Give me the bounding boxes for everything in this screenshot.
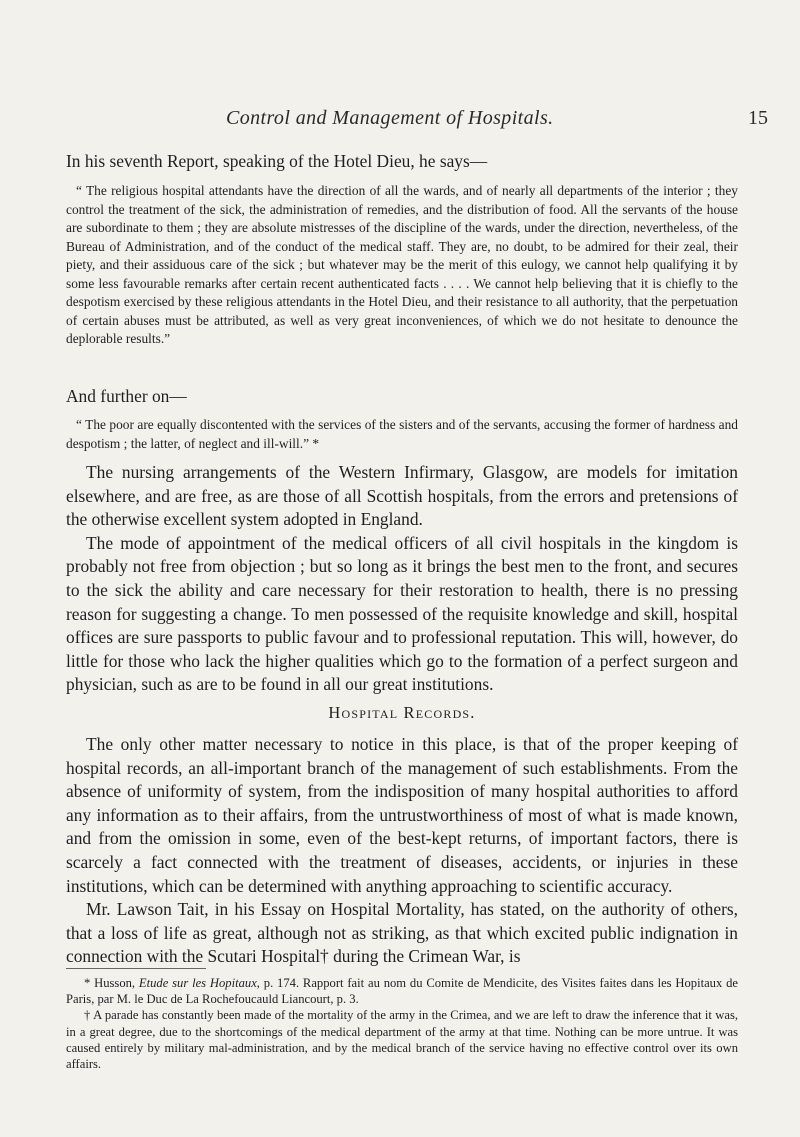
- page-header: [0, 107, 800, 139]
- footnotes: [66, 975, 738, 1072]
- appointment-paragraph: The mode of appointment of the medical officers of all civil hospitals in the kingdom is probably not free from objection ; but so long as it brings the best men to the front, and secures to the sick the ability and care necessary for their restoration to health, there is no pressing reason for suggesting a change. To men possessed of the requisite knowledge and skill, hospital offices are sure passports to public favour and to professional reputation. This will, however, do little for those who lack the higher qualities which go to the formation of a perfect surgeon and physician, such as are to be found in all our great institutions.: [66, 532, 738, 695]
- footnote-1-text: , p. 174. Rapport fait au nom du Comite de Mendicite, des Visites faites dans les Hopitaux de Paris, par M. le Duc de La Rochefoucauld Liancourt, p. 3.: [66, 976, 738, 1007]
- running-title: Control and Management of Hospitals.: [226, 107, 554, 129]
- intro-block: [66, 150, 738, 174]
- quote-block-2: [66, 416, 738, 453]
- main-text: [66, 461, 738, 697]
- nursing-paragraph: The nursing arrangements of the Western Infirmary, Glasgow, are models for imitation elsewhere, and are free, as are those of all Scottish hospitals, from the errors and pretensions of the otherwise excellent system adopted in England.: [66, 462, 738, 530]
- section-heading-block: [66, 703, 738, 723]
- footnote-2: † A parade has constantly been made of the mortality of the army in the Crimea, and we are left to draw the inference that it was, in a great degree, due to the shortcomings of the medical department of the army at that time. Nothing can be more untrue. It was caused entirely by military mal-administration, and by the medical branch of the service having no effective control over its own affairs.: [66, 1008, 738, 1072]
- further-paragraph: And further on—: [66, 386, 187, 406]
- footnote-1-mark: * Husson,: [84, 976, 139, 990]
- page-number: 15: [748, 107, 768, 129]
- lawson-tait-paragraph: Mr. Lawson Tait, in his Essay on Hospital Mortality, has stated, on the authority of others, that a loss of life as great, although not as striking, as that which excited public indignation in connection with the Scutari Hospital† during the Crimean War, is: [66, 899, 738, 967]
- records-paragraph: The only other matter necessary to notice in this place, is that of the proper keeping of hospital records, an all-important branch of the management of such establishments. From the absence of uniformity of system, from the indisposition of many hospital authorities to afford any information as to their affairs, from the untrustworthiness of most of what is made known, and from the omission in some, even of the best-kept returns, of important factors, there is scarcely a fact connected with the treatment of diseases, accidents, or injuries in these institutions, which can be determined with anything approaching to scientific accuracy.: [66, 734, 738, 896]
- footnote-divider: [66, 968, 206, 969]
- hotel-dieu-quote: “ The religious hospital attendants have the direction of all the wards, and of nearly all departments of the interior ; they control the treatment of the sick, the administration of remedies, and the distribution of food. All the servants of the house are subordinate to them ; they are absolute mistresses of the discipline of the wards, under the direction, nevertheless, of the Bureau of Administration, and of the conduct of the medical staff. They are, no doubt, to be admired for their zeal, their piety, and their assiduous care of the sick ; but whatever may be the merit of this eulogy, we cannot help qualifying it by some less favourable remarks after certain recent authenticated facts . . . . We cannot help believing that it is chiefly to the despotism exercised by these religious attendants in the Hotel Dieu, and their resistance to all authority, that the perpetuation of certain abuses must be attributed, as well as very great inconveniences, of which we do not hesitate to denounce the deplorable results.”: [66, 183, 738, 346]
- poor-discontented-quote: “ The poor are equally discontented with the services of the sisters and of the servants, accusing the former of hardness and despotism ; the latter, of neglect and ill-will.” *: [66, 417, 738, 451]
- section-heading: Hospital Records.: [328, 703, 476, 722]
- quote-block-1: [66, 182, 738, 349]
- intro-paragraph: In his seventh Report, speaking of the Hotel Dieu, he says—: [66, 151, 488, 171]
- further-block: [66, 385, 738, 409]
- records-text: [66, 733, 738, 969]
- footnote-1-title: Etude sur les Hopitaux: [138, 976, 257, 990]
- footnote-1: [66, 975, 738, 1007]
